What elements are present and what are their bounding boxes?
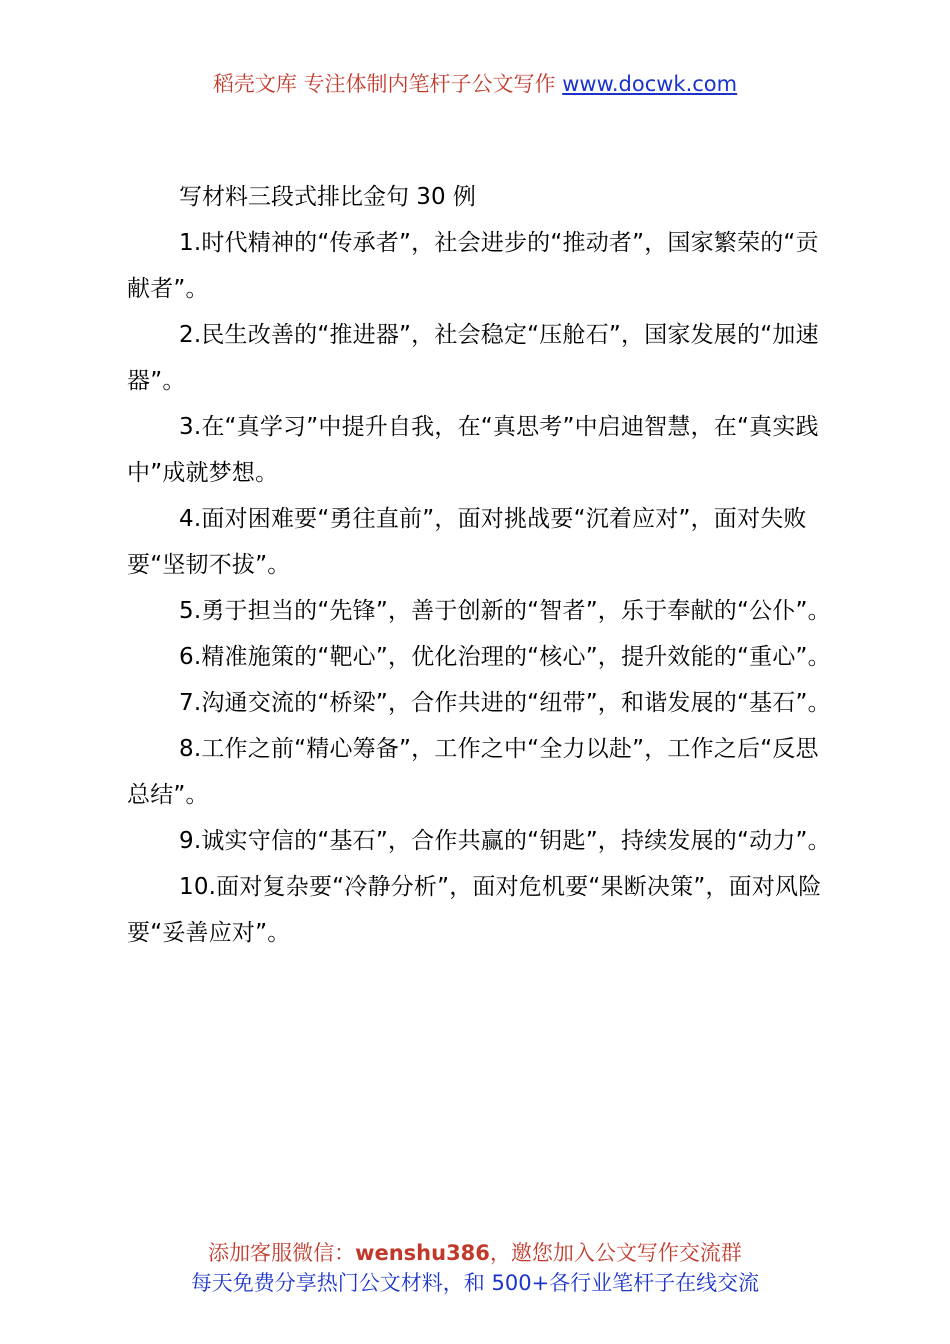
list-item: 5.勇于担当的“先锋”，善于创新的“智者”，乐于奉献的“公仆”。 [179,598,831,624]
list-item: 1.时代精神的“传承者”，社会进步的“推动者”，国家繁荣的“贡献者”。 [127,230,819,302]
list-item: 4.面对困难要“勇往直前”，面对挑战要“沉着应对”，面对失败要“坚韧不拔”。 [127,506,807,578]
list-item: 10.面对复杂要“冷静分析”，面对危机要“果断决策”，面对风险要“妥善应对”。 [127,874,822,946]
footer-contact-suffix: ，邀您加入公文写作交流群 [489,1241,742,1265]
wechat-id: wenshu386 [355,1241,490,1265]
site-name: 稻壳文库 专注体制内笔杆子公文写作 [212,72,556,96]
list-item: 8.工作之前“精心筹备”，工作之中“全力以赴”，工作之后“反思总结”。 [127,736,819,808]
site-link[interactable]: www.docwk.com [562,72,738,96]
footer-contact-prefix: 添加客服微信： [208,1241,356,1265]
page-footer [0,1238,950,1298]
page-header [0,68,950,100]
list-item: 2.民生改善的“推进器”，社会稳定“压舱石”，国家发展的“加速器”。 [127,322,819,394]
document-body [127,174,837,956]
list-item: 9.诚实守信的“基石”，合作共赢的“钥匙”，持续发展的“动力”。 [179,828,831,854]
list-item: 7.沟通交流的“桥梁”，合作共进的“纽带”，和谐发展的“基石”。 [179,690,831,716]
footer-promo-line: 每天免费分享热门公文材料，和 500+各行业笔杆子在线交流 [190,1271,760,1295]
document-title: 写材料三段式排比金句 30 例 [179,184,476,210]
footer-contact-line [0,1238,950,1268]
list-item: 6.精准施策的“靶心”，优化治理的“核心”，提升效能的“重心”。 [179,644,831,670]
list-item: 3.在“真学习”中提升自我，在“真思考”中启迪智慧，在“真实践中”成就梦想。 [127,414,819,486]
